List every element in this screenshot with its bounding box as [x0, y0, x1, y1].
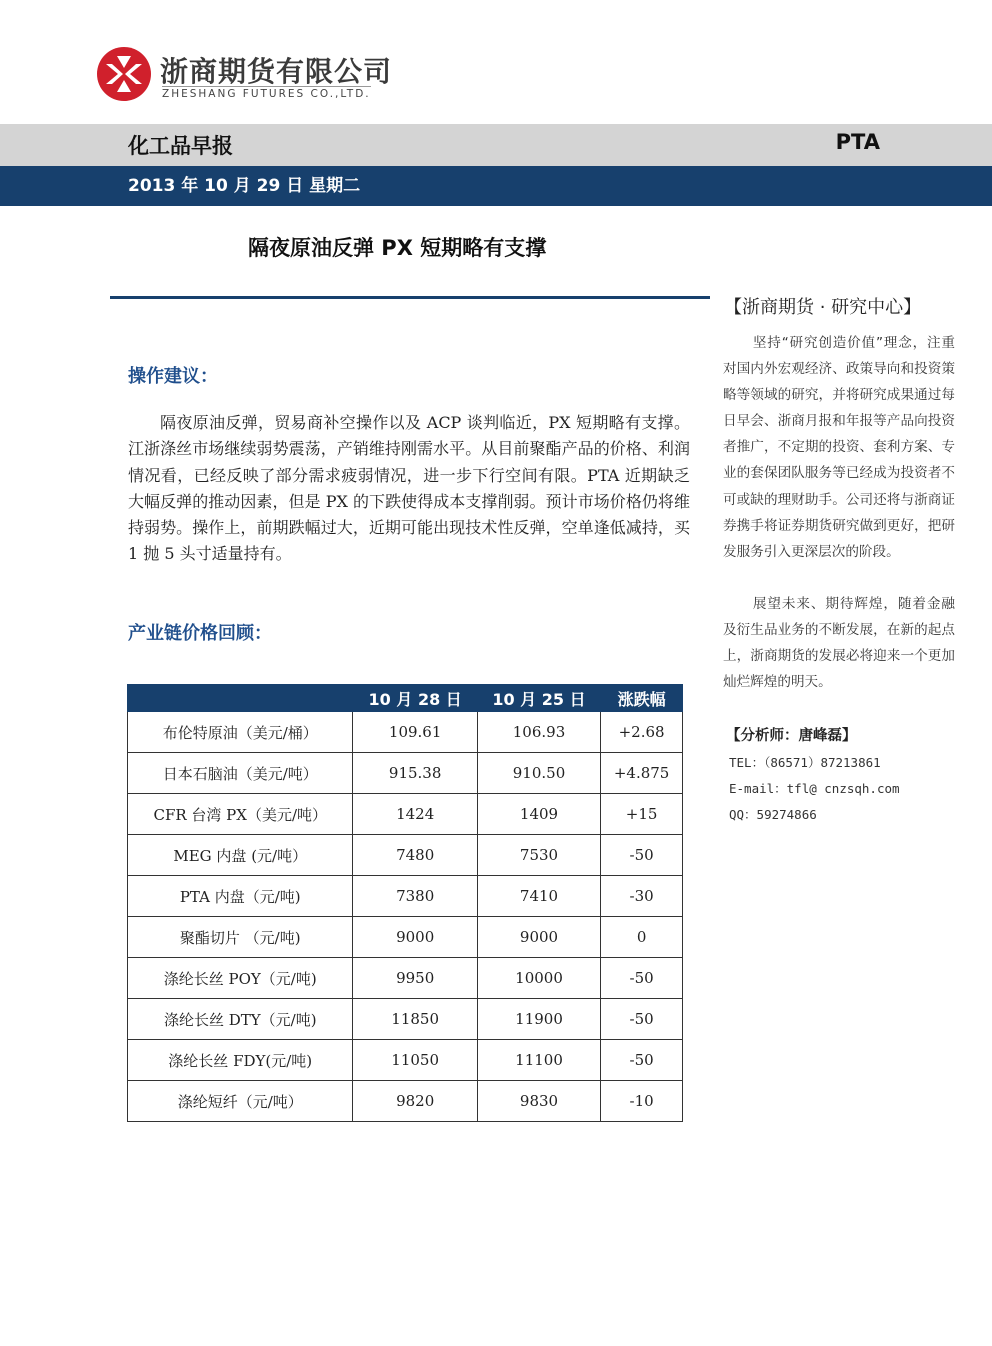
table-header-row [128, 685, 683, 712]
row-oct28-cell: 11850 [353, 999, 477, 1040]
price-review-heading: 产业链价格回顾： [128, 623, 272, 644]
table-row [128, 794, 683, 835]
table-row [128, 835, 683, 876]
row-name-cell: CFR 台湾 PX（美元/吨） [128, 794, 353, 835]
row-oct28-cell: 9950 [353, 958, 477, 999]
row-change-cell: -50 [601, 835, 683, 876]
row-change-cell: +2.68 [601, 712, 683, 753]
table-row [128, 876, 683, 917]
row-oct25-cell: 11900 [477, 999, 600, 1040]
row-name-cell: 涤纶长丝 DTY（元/吨) [128, 999, 353, 1040]
headline: 隔夜原油反弹 PX 短期略有支撑 [248, 236, 547, 260]
row-oct25-cell: 7530 [477, 835, 600, 876]
column-header-name [128, 685, 353, 712]
row-oct25-cell: 106.93 [477, 712, 600, 753]
sidebar-title: 【浙商期货 · 研究中心】 [724, 297, 922, 318]
row-change-cell: -50 [601, 958, 683, 999]
analyst-qq: QQ：59274866 [729, 807, 817, 822]
row-change-cell: +15 [601, 794, 683, 835]
row-oct28-cell: 7380 [353, 876, 477, 917]
advice-heading: 操作建议： [128, 366, 218, 387]
table-row [128, 917, 683, 958]
table-row [128, 1040, 683, 1081]
row-change-cell: -50 [601, 999, 683, 1040]
sidebar-paragraph-1: 坚持“研究创造价值”理念，注重对国内外宏观经济、政策导向和投资策略等领域的研究，并将研究成果通过每日早会、浙商月报和年报等产品向投资者推广，不定期的投资、套利方案、专业的套保团队服务等已经成为投资者不可或缺的理财助手。公司还将与浙商证券携手将证券期货研究做到更好，把研发服务引入更深层次的阶段。 [723, 335, 955, 560]
analyst-email: E-mail：tfl@ cnzsqh.com [729, 781, 900, 796]
report-date: 2013 年 10 月 29 日 星期二 [128, 176, 361, 196]
product-code: PTA [835, 130, 880, 154]
column-header-oct28: 10 月 28 日 [353, 685, 477, 712]
price-table [127, 684, 683, 1122]
row-oct25-cell: 1409 [477, 794, 600, 835]
company-name-en: ZHESHANG FUTURES CO.,LTD. [162, 88, 371, 100]
column-header-oct25: 10 月 25 日 [477, 685, 600, 712]
row-name-cell: PTA 内盘（元/吨) [128, 876, 353, 917]
analyst-name: 【分析师：唐峰磊】 [726, 728, 857, 744]
row-name-cell: 涤纶长丝 POY（元/吨) [128, 958, 353, 999]
row-change-cell: -50 [601, 1040, 683, 1081]
row-name-cell: 聚酯切片 （元/吨) [128, 917, 353, 958]
divider [110, 296, 710, 299]
table-row [128, 999, 683, 1040]
row-oct28-cell: 11050 [353, 1040, 477, 1081]
row-oct28-cell: 9000 [353, 917, 477, 958]
table-row [128, 958, 683, 999]
row-change-cell: -30 [601, 876, 683, 917]
row-name-cell: 布伦特原油（美元/桶） [128, 712, 353, 753]
table-row [128, 1081, 683, 1122]
row-oct25-cell: 910.50 [477, 753, 600, 794]
row-name-cell: 涤纶短纤（元/吨） [128, 1081, 353, 1122]
advice-text: 隔夜原油反弹，贸易商补空操作以及 ACP 谈判临近，PX 短期略有支撑。江浙涤丝市场继续弱势震荡，产销维持刚需水平。从目前聚酯产品的价格、利润情况看，已经反映了部分需求疲弱情况，进一步下行空间有限。PTA 近期缺乏大幅反弹的推动因素，但是 PX 的下跌使得成本支撑削弱。预计市场价格仍将维持弱势。操作上，前期跌幅过大，近期可能出现技术性反弹，空单逢低减持，买 1 抛 5 头寸适量持有。 [128, 413, 690, 564]
row-name-cell: 日本石脑油（美元/吨） [128, 753, 353, 794]
row-oct28-cell: 7480 [353, 835, 477, 876]
row-oct28-cell: 1424 [353, 794, 477, 835]
sidebar-paragraph-2: 展望未来、期待辉煌，随着金融及衍生品业务的不断发展，在新的起点上，浙商期货的发展必将迎来一个更加灿烂辉煌的明天。 [723, 596, 955, 691]
analyst-tel: TEL：（86571）87213861 [729, 755, 881, 770]
row-name-cell: MEG 内盘 (元/吨） [128, 835, 353, 876]
table-row [128, 753, 683, 794]
row-oct28-cell: 109.61 [353, 712, 477, 753]
column-header-change: 涨跌幅 [601, 685, 683, 712]
row-change-cell: 0 [601, 917, 683, 958]
row-oct25-cell: 7410 [477, 876, 600, 917]
row-change-cell: +4.875 [601, 753, 683, 794]
zheshang-logo-icon [96, 46, 152, 102]
row-name-cell: 涤纶长丝 FDY(元/吨) [128, 1040, 353, 1081]
row-oct28-cell: 9820 [353, 1081, 477, 1122]
row-change-cell: -10 [601, 1081, 683, 1122]
row-oct25-cell: 10000 [477, 958, 600, 999]
company-name-cn: 浙商期货有限公司 [160, 55, 393, 88]
row-oct25-cell: 9830 [477, 1081, 600, 1122]
row-oct25-cell: 9000 [477, 917, 600, 958]
report-type: 化工品早报 [128, 134, 233, 158]
row-oct25-cell: 11100 [477, 1040, 600, 1081]
row-oct28-cell: 915.38 [353, 753, 477, 794]
table-row [128, 712, 683, 753]
company-logo [96, 46, 393, 106]
